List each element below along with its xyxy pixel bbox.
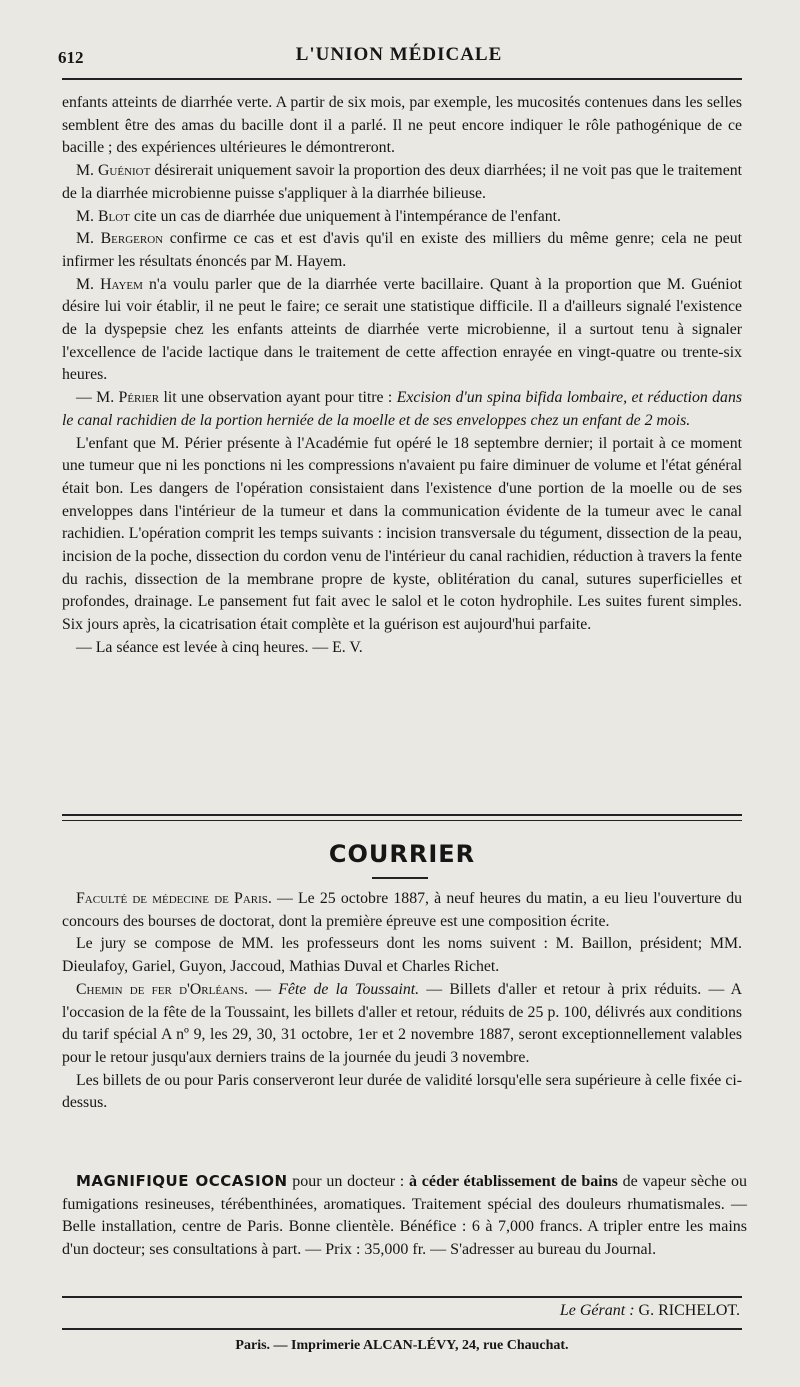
notice-billets: Les billets de ou pour Paris conserveront leur durée de validité lorsqu'elle sera supérieure à celle fixée ci-dessus. — [62, 1071, 742, 1112]
journal-title: L'UNION MÉDICALE — [295, 44, 503, 65]
page-number: 612 — [58, 48, 84, 67]
advertisement — [62, 1170, 747, 1261]
advert-paragraph — [62, 1170, 747, 1261]
observation-title: Excision d'un spina bifida lombaire, et réduction dans le canal rachidien de la portion herniée de la moelle et de ses enveloppes chez un enfant de 2 mois. — [62, 389, 742, 429]
gerant-name: G. RICHELOT. — [634, 1302, 740, 1319]
notice-title: Fête de la Toussaint. — [278, 980, 420, 998]
notice-text: — Billets d'aller et retour à prix réduits. — A l'occasion de la fête de la Toussaint, les billets d'aller et retour, réduits de 25 p. 100, délivrés aux conditions du tarif spécial A nº 9, les 29, 30, 31 octobre, 1er et 2 novembre 1887, seront exceptionnellement valables pour le retour jusqu'aux derniers trains de la journée du jeudi 3 novembre. — [62, 980, 743, 1066]
imprint-rule — [62, 1328, 742, 1330]
separator: — — [248, 980, 279, 998]
speaker-name: Périer — [118, 389, 160, 407]
notice-faculte — [62, 888, 742, 933]
notice-text: — Le 25 octobre 1887, à neuf heures du matin, a eu lieu l'ouverture du concours des bourses de doctorat, dont la première épreuve est une composition écrite. — [62, 890, 742, 930]
advert-headline: MAGNIFIQUE OCCASION — [76, 1172, 288, 1190]
advert-text: de vapeur sèche ou fumigations resineuses, térébenthinées, aromatiques. Traitement spécial des douleurs rhumatismales. — Belle installation, centre de Paris. Bonne clientèle. Bénéfice : 6 à 7,000 francs. A tripler entre les mains d'un docteur; ses consultations à part. — Prix : 35,000 fr. — S'adresser au bureau du Journal. — [62, 1173, 748, 1258]
paragraph-continuation: enfants atteints de diarrhée verte. A partir de six mois, par exemple, les mucosités contenues dans les selles semblent être des amas du bacille dont il a parlé. Il ne peut encore indiquer le rôle pathogénique de ce bacille ; des expériences ultérieures le démontreront. — [62, 94, 742, 157]
paragraph-hayem — [62, 274, 742, 388]
gerant-signature — [560, 1302, 740, 1320]
gerant-label: Le Gérant : — [559, 1302, 635, 1319]
advert-emphasis: à céder établissement de bains — [409, 1173, 618, 1190]
header-rule — [62, 78, 742, 80]
paragraph-text: désirerait uniquement savoir la proportion des deux diarrhées; il ne voit pas que le traitement de la diarrhée microbienne puisse s'appliquer à la diarrhée bilieuse. — [62, 162, 742, 202]
paragraph-text: cite un cas de diarrhée due uniquement à l'intempérance de l'enfant. — [129, 207, 562, 225]
courrier-section — [62, 888, 742, 1115]
advert-text: pour un docteur : — [287, 1173, 409, 1190]
discussion-section — [62, 92, 742, 660]
speaker-name: M. Hayem — [76, 275, 143, 293]
heading-underline — [372, 877, 428, 879]
paragraph-text: lit une observation ayant pour titre : — [159, 389, 397, 407]
notice-label: Faculté de médecine de Paris. — [76, 890, 272, 907]
speaker-name: M. Bergeron — [76, 230, 164, 248]
speaker-name: M. Blot — [76, 207, 130, 225]
notice-orleans — [62, 979, 742, 1070]
paragraph-blot — [62, 206, 742, 229]
section-heading-courrier: COURRIER — [328, 840, 476, 868]
paragraph-text: n'a voulu parler que de la diarrhée verte bacillaire. Quant à la proportion que M. Guéniot désire lui voir établir, il ne peut le faire; ce serait une statistique difficile. Il a d'ailleurs signalé l'existence de la dyspepsie chez les enfants atteints de diarrhée verte microbienne, il a surtout tenu à signaler l'excellence de l'acide lactique dans le traitement de cette affection enrayée en vingt-quatre ou trente-six heures. — [62, 275, 742, 384]
paragraph-gueniot — [62, 160, 742, 205]
footer-rule — [62, 1296, 742, 1298]
notice-jury: Le jury se compose de MM. les professeurs dont les noms suivent : M. Baillon, président; MM. Dieulafoy, Gariel, Guyon, Jaccoud, Mathias Duval et Charles Richet. — [62, 935, 742, 976]
section-divider — [62, 814, 742, 821]
paragraph-closing: — La séance est levée à cinq heures. — E. V. — [76, 638, 363, 656]
printer-imprint: Paris. — Imprimerie ALCAN-LÉVY, 24, rue Chauchat. — [235, 1338, 569, 1353]
paragraph-bergeron — [62, 228, 742, 273]
paragraph-perier — [62, 387, 742, 432]
notice-label: Chemin de fer d'Orléans. — [76, 980, 249, 998]
speaker-name: M. Guéniot — [76, 162, 151, 180]
paragraph-operation: L'enfant que M. Périer présente à l'Académie fut opéré le 18 septembre dernier; il portait à ce moment une tumeur que ni les ponctions ni les compressions n'avaient pu faire diminuer de volume et l'état général était bon. Les dangers de l'opération consistaient dans l'existence d'une portion de la moelle ou de ses enveloppes dans l'intérieur de la tumeur et dans la communication évidente de la tumeur avec le canal rachidien. L'opération comprit les temps suivants : incision transversale du tégument, dissection de la peau, incision de la poche, dissection du cordon venu de l'intérieur du canal rachidien, réduction à travers la fente du rachis, dissection de la membrane propre de kyste, oblitération du canal, sutures superficielles et profondes, drainage. Le pansement fut fait avec le salol et le coton hydrophile. Les suites furent simples. Six jours après, la cicatrisation était complète et la guérison est aujourd'hui parfaite. — [62, 434, 742, 634]
dash-lead: — M. — [76, 389, 119, 407]
running-header — [58, 44, 740, 72]
paragraph-text: confirme ce cas et est d'avis qu'il en existe des milliers du même genre; cela ne peut infirmer les résultats énoncés par M. Hayem. — [62, 230, 742, 270]
